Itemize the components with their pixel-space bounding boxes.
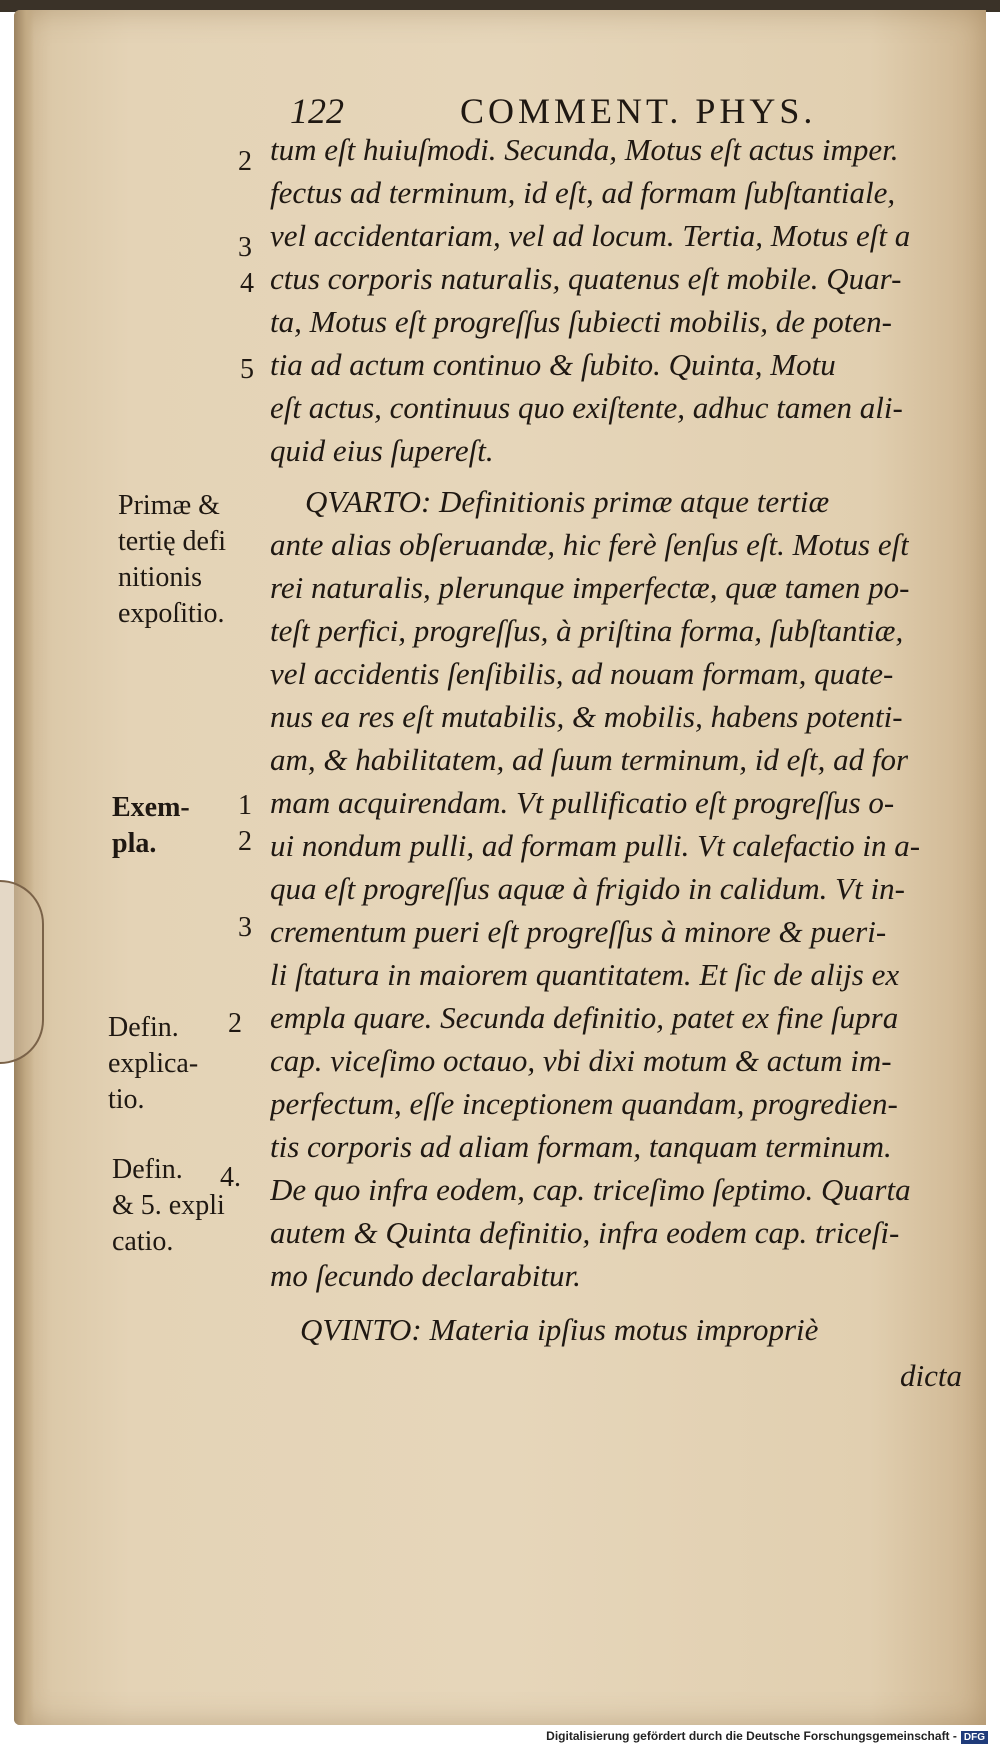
line-number: 4.	[220, 1162, 241, 1193]
margin-note-line: pla.	[112, 828, 157, 859]
body-line: perfectum, eſſe inceptionem quandam, progredien-	[270, 1086, 898, 1121]
body-line: mam acquirendam. Vt pullificatio eſt progreſſus o-	[270, 785, 895, 820]
margin-note-line: Exem-	[112, 792, 190, 823]
body-line: li ſtatura in maiorem quantitatem. Et ſic de alijs ex	[270, 957, 900, 992]
margin-note-line: explica-	[108, 1048, 199, 1079]
body-line: fectus ad terminum, id eſt, ad formam ſubſtantiale,	[270, 175, 896, 210]
line-number: 3	[238, 232, 252, 263]
body-line: mo ſecundo declarabitur.	[270, 1258, 581, 1293]
line-number: 3	[238, 912, 252, 943]
funding-credit-text: Digitalisierung gefördert durch die Deutsche Forschungsgemeinschaft -	[546, 1729, 957, 1743]
body-line: De quo infra eodem, cap. triceſimo ſeptimo. Quarta	[270, 1172, 911, 1207]
body-line: ta, Motus eſt progreſſus ſubiecti mobilis, de poten-	[270, 304, 892, 339]
line-number: 2	[238, 146, 252, 177]
body-line: vel accidentariam, vel ad locum. Tertia, Motus eſt a	[270, 218, 911, 253]
body-line: dicta	[900, 1358, 962, 1393]
body-line: ctus corporis naturalis, quatenus eſt mobile. Quar-	[270, 261, 902, 296]
body-line: ante alias obſeruandæ, hic ferè ſenſus eſt. Motus eſt	[270, 527, 909, 562]
body-line: crementum pueri eſt progreſſus à minore & pueri-	[270, 914, 887, 949]
line-number: 5	[240, 354, 254, 385]
margin-note	[118, 488, 226, 632]
running-title: COMMENT. PHYS.	[460, 91, 817, 131]
margin-note	[112, 1152, 225, 1260]
line-number: 4	[240, 268, 254, 299]
dfg-logo: DFG	[961, 1731, 988, 1744]
margin-note-line: Primæ &	[118, 490, 220, 521]
body-line: QVINTO: Materia ipſius motus impropriè	[300, 1312, 819, 1347]
body-line: tia ad actum continuo & ſubito. Quinta, Motu	[270, 347, 836, 382]
margin-note-line: expoſitio.	[118, 598, 225, 629]
body-line: qua eſt progreſſus aquæ à frigido in calidum. Vt in-	[270, 871, 905, 906]
margin-note-line: nitionis	[118, 562, 203, 593]
line-number: 1	[238, 790, 252, 821]
line-number: 2	[228, 1008, 242, 1039]
margin-note-line: tertię defi	[118, 526, 227, 557]
body-line: vel accidentis ſenſibilis, ad nouam formam, quate-	[270, 656, 894, 691]
body-line: rei naturalis, plerunque imperfectæ, quæ tamen po-	[270, 570, 910, 605]
body-line: empla quare. Secunda definitio, patet ex fine ſupra	[270, 1000, 899, 1035]
body-line: QVARTO: Definitionis primæ atque tertiæ	[305, 484, 830, 519]
margin-note-line: Defin.	[108, 1012, 179, 1043]
body-line: autem & Quinta definitio, infra eodem cap. triceſi-	[270, 1215, 900, 1250]
body-line: nus ea res eſt mutabilis, & mobilis, habens potenti-	[270, 699, 903, 734]
margin-note-line: Defin.	[112, 1154, 183, 1185]
margin-note	[108, 1010, 198, 1118]
margin-note-line: & 5. expli	[112, 1190, 225, 1221]
line-number: 2	[238, 826, 252, 857]
body-line: am, & habilitatem, ad ſuum terminum, id eſt, ad for	[270, 742, 909, 777]
body-line: quid eius ſupereſt.	[270, 433, 494, 468]
footer-bar	[0, 1725, 1000, 1753]
margin-note-line: catio.	[112, 1226, 174, 1257]
body-line: ui nondum pulli, ad formam pulli. Vt calefactio in a-	[270, 828, 921, 863]
body-line: tis corporis ad aliam formam, tanquam terminum.	[270, 1129, 892, 1164]
body-line: cap. viceſimo octauo, vbi dixi motum & actum im-	[270, 1043, 892, 1078]
page-number: 122	[290, 91, 344, 131]
funding-credit	[546, 1729, 988, 1744]
margin-note-line: tio.	[108, 1084, 145, 1115]
body-line: teſt perfici, progreſſus, à priſtina forma, ſubſtantiæ,	[270, 613, 904, 648]
body-line: tum eſt huiuſmodi. Secunda, Motus eſt actus imper.	[270, 132, 899, 167]
body-line: eſt actus, continuus quo exiſtente, adhuc tamen ali-	[270, 390, 903, 425]
margin-note	[112, 790, 190, 862]
